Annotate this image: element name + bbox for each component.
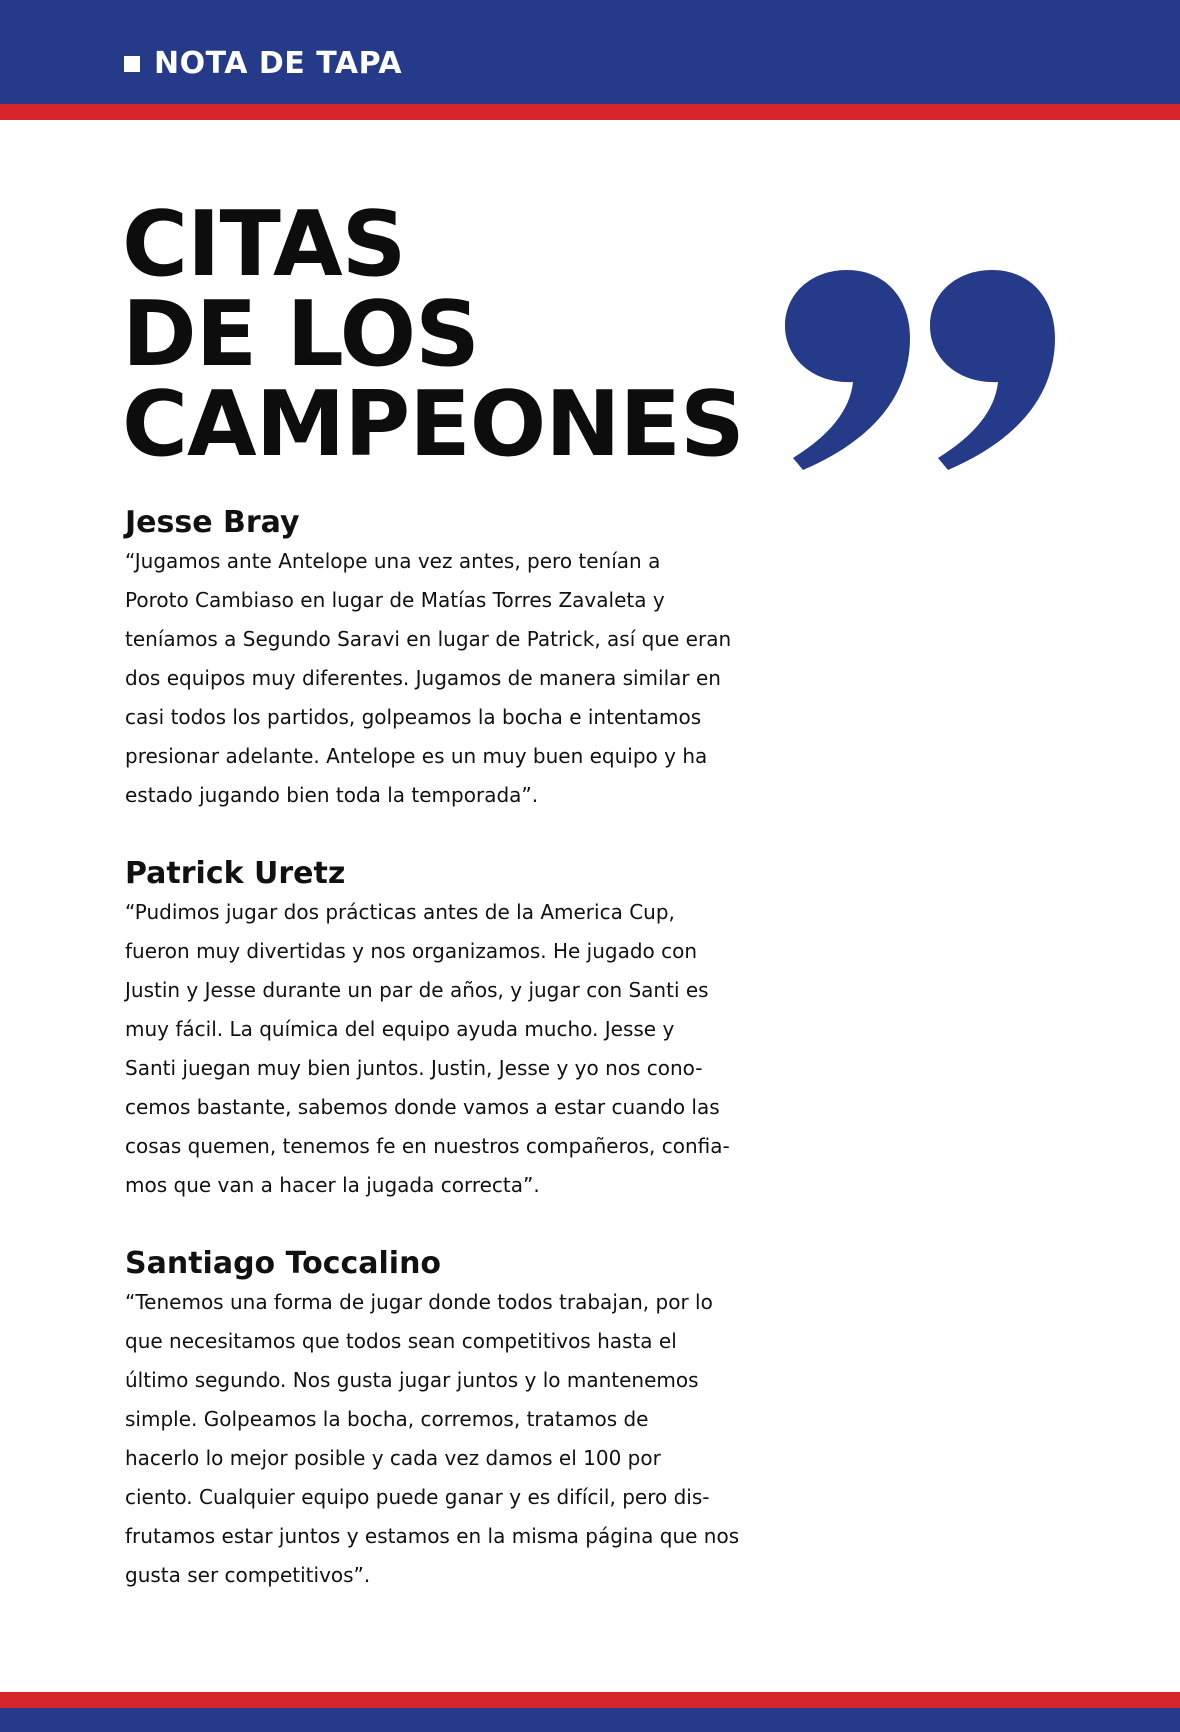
quote-line: “Tenemos una forma de jugar donde todos trabajan, por lo <box>125 1290 713 1314</box>
quote-author: Patrick Uretz <box>125 856 346 891</box>
quote-line: presionar adelante. Antelope es un muy buen equipo y ha <box>125 744 708 768</box>
closing-quote-icon <box>785 270 915 470</box>
square-bullet-icon <box>124 56 140 72</box>
closing-quote-icon <box>930 270 1060 470</box>
page-title <box>122 192 744 477</box>
quote-line: estado jugando bien toda la temporada”. <box>125 783 539 807</box>
title-line-3: CAMPEONES <box>122 372 744 477</box>
quote-line: casi todos los partidos, golpeamos la bocha e intentamos <box>125 705 702 729</box>
quotes-list <box>125 503 1085 1634</box>
quote-line: dos equipos muy diferentes. Jugamos de manera similar en <box>125 666 721 690</box>
quote-line: simple. Golpeamos la bocha, corremos, tratamos de <box>125 1407 649 1431</box>
footer-band <box>0 1708 1180 1732</box>
quote-line: mos que van a hacer la jugada correcta”. <box>125 1173 540 1197</box>
quote-line: “Jugamos ante Antelope una vez antes, pero tenían a <box>125 549 661 573</box>
quote-line: Santi juegan muy bien juntos. Justin, Jesse y yo nos cono- <box>125 1056 703 1080</box>
quote-line: cemos bastante, sabemos donde vamos a estar cuando las <box>125 1095 720 1119</box>
quote-block <box>125 503 1085 815</box>
quote-author: Jesse Bray <box>125 505 300 540</box>
title-line-1: CITAS <box>122 192 406 297</box>
section-label <box>124 46 403 81</box>
quote-text <box>125 1283 1085 1595</box>
quote-line: fueron muy divertidas y nos organizamos. He jugado con <box>125 939 698 963</box>
quote-block <box>125 1244 1085 1595</box>
quote-line: muy fácil. La química del equipo ayuda mucho. Jesse y <box>125 1017 675 1041</box>
quote-line: gusta ser competitivos”. <box>125 1563 371 1587</box>
quote-line: “Pudimos jugar dos prácticas antes de la America Cup, <box>125 900 675 924</box>
quote-line: ciento. Cualquier equipo puede ganar y es difícil, pero dis- <box>125 1485 710 1509</box>
quote-text <box>125 893 1085 1205</box>
section-label-text: NOTA DE TAPA <box>154 46 403 81</box>
quote-line: Poroto Cambiaso en lugar de Matías Torres Zavaleta y <box>125 588 665 612</box>
quote-line: frutamos estar juntos y estamos en la misma página que nos <box>125 1524 740 1548</box>
quote-line: cosas quemen, tenemos fe en nuestros compañeros, confia- <box>125 1134 730 1158</box>
quote-block <box>125 854 1085 1205</box>
quote-text <box>125 542 1085 815</box>
footer-red-stripe <box>0 1692 1180 1708</box>
quote-line: teníamos a Segundo Saravi en lugar de Patrick, así que eran <box>125 627 732 651</box>
quote-line: Justin y Jesse durante un par de años, y jugar con Santi es <box>125 978 709 1002</box>
quote-line: último segundo. Nos gusta jugar juntos y lo mantenemos <box>125 1368 699 1392</box>
quote-line: que necesitamos que todos sean competitivos hasta el <box>125 1329 677 1353</box>
quote-line: hacerlo lo mejor posible y cada vez damos el 100 por <box>125 1446 661 1470</box>
title-line-2: DE LOS <box>122 282 479 387</box>
quote-author: Santiago Toccalino <box>125 1246 442 1281</box>
header-red-stripe <box>0 104 1180 120</box>
